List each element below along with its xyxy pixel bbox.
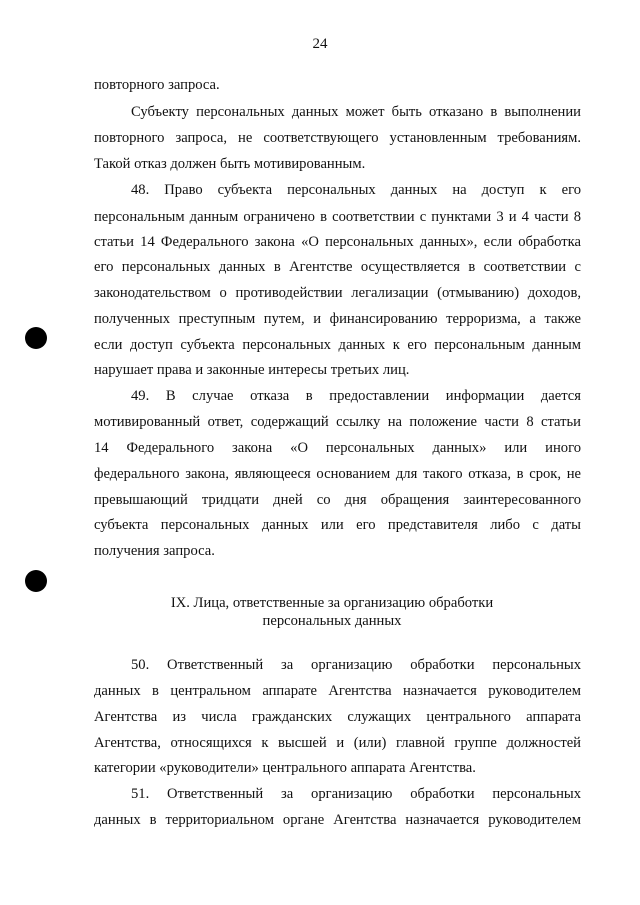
text-line: 48. Право субъекта персональных данных на доступ к его [131, 182, 581, 198]
punch-hole [25, 570, 47, 592]
page-number: 24 [312, 36, 328, 52]
text-line: получения запроса. [94, 543, 215, 559]
text-line: федерального закона, являющееся основанием для такого отказа, в срок, не [94, 466, 581, 482]
text-line: данных в территориальном органе Агентства назначается руководителем [94, 812, 581, 828]
text-line: повторного запроса. [94, 77, 220, 93]
text-line: его персональных данных в Агентстве осуществляется в соответствии с [94, 259, 581, 275]
text-line: 14 Федерального закона «О персональных данных» или иного [94, 440, 581, 456]
text-line: Субъекту персональных данных может быть отказано в выполнении [131, 104, 581, 120]
section-heading-line-1: IX. Лица, ответственные за организацию обработки [170, 595, 494, 611]
text-line: Такой отказ должен быть мотивированным. [94, 156, 366, 172]
text-line: 49. В случае отказа в предоставлении информации дается [131, 388, 581, 404]
text-line: персональным данным ограничено в соответствии с пунктами 3 и 4 части 8 [94, 209, 581, 225]
text-line: Агентства, относящихся к высшей и (или) главной группе должностей [94, 735, 581, 751]
section-heading-line-2: персональных данных [262, 613, 402, 629]
text-line: статьи 14 Федерального закона «О персональных данных», если обработка [94, 234, 581, 250]
text-line: полученных преступным путем, и финансированию терроризма, а также [94, 311, 581, 327]
text-line: категории «руководители» центрального аппарата Агентства. [94, 760, 476, 776]
text-line: 50. Ответственный за организацию обработки персональных [131, 657, 581, 673]
text-line: 51. Ответственный за организацию обработки персональных [131, 786, 581, 802]
text-line: превышающий тридцати дней со дня обращения заинтересованного [94, 492, 581, 508]
text-line: законодательством о противодействии легализации (отмыванию) доходов, [94, 285, 581, 301]
punch-hole [25, 327, 47, 349]
text-line: мотивированный ответ, содержащий ссылку на положение части 8 статьи [94, 414, 581, 430]
text-line: нарушает права и законные интересы третьих лиц. [94, 362, 410, 378]
text-line: Агентства из числа гражданских служащих центрального аппарата [94, 709, 581, 725]
text-line: субъекта персональных данных или его представителя либо с даты [94, 517, 581, 533]
text-line: данных в центральном аппарате Агентства назначается руководителем [94, 683, 581, 699]
text-line: если доступ субъекта персональных данных к его персональным данным [94, 337, 581, 353]
text-line: повторного запроса, не соответствующего установленным требованиям. [94, 130, 581, 146]
